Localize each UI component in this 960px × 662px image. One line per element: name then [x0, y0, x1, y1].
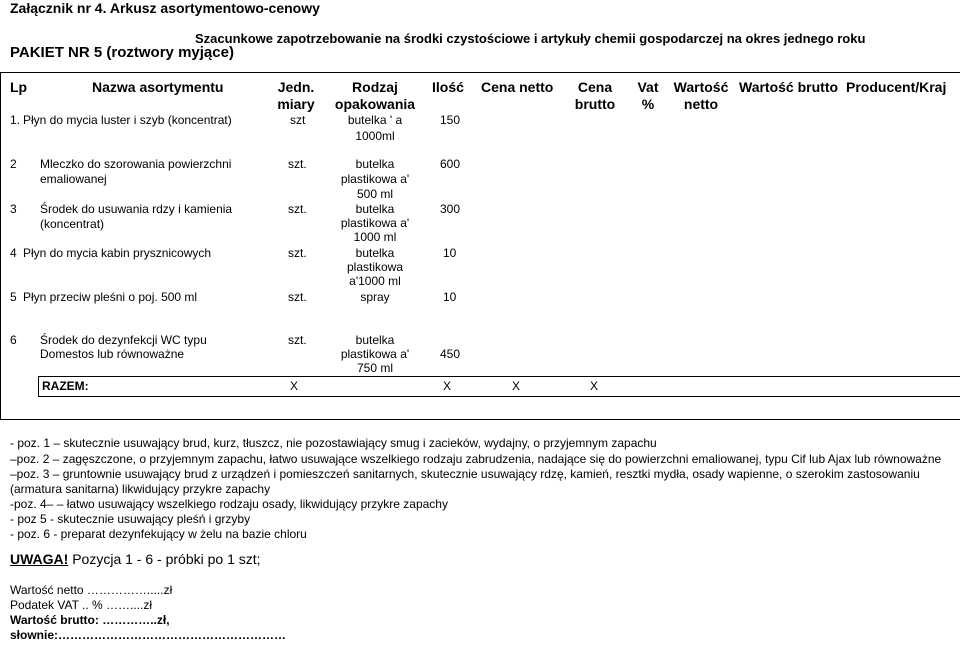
col-net-price: Cena netto — [481, 79, 554, 95]
row-2-lp: 2 — [10, 157, 17, 171]
row-2-unit: szt. — [288, 157, 307, 171]
table-left-border — [0, 72, 1, 420]
warning-label: UWAGA! — [10, 551, 69, 567]
row-5-lp: 5 — [10, 290, 17, 304]
row-5-pack-1: spray — [360, 290, 390, 304]
col-pack-2: opakowania — [334, 96, 416, 112]
warning-line — [10, 551, 261, 567]
note-pos-5: - poz 5 - skutecznie usuwający pleśń i grzyby — [10, 512, 251, 526]
col-lp: Lp — [10, 79, 28, 95]
row-4-pack-1: butelka — [355, 246, 395, 260]
col-pack-1: Rodzaj — [352, 79, 398, 95]
row-3-lp: 3 — [10, 202, 17, 216]
total-row-left-border — [38, 376, 39, 397]
row-5-qty: 10 — [443, 290, 457, 304]
total-row-bottom-border — [38, 396, 960, 397]
row-3-pack-3: 1000 ml — [353, 230, 397, 244]
row-3-unit: szt. — [288, 202, 307, 216]
row-1-pack-2: 1000ml — [355, 129, 395, 143]
row-5-unit: szt. — [288, 290, 307, 304]
note-pos-1: - poz. 1 – skutecznie usuwający brud, kurz, tłuszcz, nie pozostawiający smug i zacieków, wydajny, o przyjemnym zapachu — [10, 436, 657, 450]
col-unit-1: Jedn. — [277, 79, 315, 95]
attachment-title: Załącznik nr 4. Arkusz asortymentowo-cenowy — [10, 0, 320, 16]
col-net-value-2: netto — [683, 96, 719, 112]
row-4-name: Płyn do mycia kabin prysznicowych — [23, 246, 212, 260]
col-producer: Producent/Kraj — [846, 79, 947, 95]
total-row-top-border — [38, 376, 960, 377]
total-label: RAZEM: — [42, 379, 89, 393]
col-vat-1: Vat — [637, 79, 659, 95]
row-6-pack-3: 750 ml — [356, 361, 394, 375]
table-bottom-border — [0, 419, 960, 420]
row-2-name-1: Mleczko do szorowania powierzchni — [40, 157, 232, 171]
row-6-pack-1: butelka — [355, 333, 395, 347]
row-6-lp: 6 — [10, 333, 17, 347]
row-3-name-2: (koncentrat) — [40, 217, 105, 231]
row-1-qty: 150 — [440, 113, 461, 127]
row-2-pack-3: 500 ml — [356, 187, 394, 201]
note-pos-3-cont: (armatura sanitarna) likwidujący przykre zapachy — [10, 482, 271, 496]
document-subtitle: Szacunkowe zapotrzebowanie na środki czystościowe i artykuły chemii gospodarczej na okres jednego roku — [195, 31, 866, 46]
row-1-pack-1: butelka ' a — [347, 113, 403, 127]
col-vat-2: % — [641, 96, 655, 112]
summary-gross: Wartość brutto: …………..zł, — [10, 613, 170, 627]
note-pos-6: - poz. 6 - preparat dezynfekujący w żelu na bazie chloru — [10, 527, 307, 541]
col-gross-value: Wartość brutto — [739, 79, 839, 95]
row-4-pack-2: plastikowa — [346, 260, 404, 274]
summary-words: słownie:………………………………………………… — [10, 628, 287, 642]
row-4-qty: 10 — [443, 246, 457, 260]
row-6-name-1: Środek do dezynfekcji WC typu — [40, 333, 207, 347]
row-4-lp: 4 — [10, 246, 17, 260]
col-qty: Ilość — [432, 79, 464, 95]
row-2-qty: 600 — [440, 157, 461, 171]
col-net-value-1: Wartość — [673, 79, 729, 95]
note-pos-3: –poz. 3 – gruntownie usuwający brud z urządzeń i pomieszczeń sanitarnych, skutecznie usuwający rdzę, kamień, resztki mydła, osady wapienne, o szerokim zastosowaniu — [10, 467, 920, 481]
row-1-unit: szt — [290, 113, 306, 127]
row-4-pack-3: a'1000 ml — [349, 274, 401, 288]
row-6-qty: 450 — [440, 347, 461, 361]
row-2-pack-2: plastikowa a' — [340, 172, 410, 186]
row-6-pack-2: plastikowa a' — [340, 347, 410, 361]
warning-text: Pozycja 1 - 6 - próbki po 1 szt; — [68, 551, 261, 567]
row-3-qty: 300 — [440, 202, 461, 216]
col-name: Nazwa asortymentu — [92, 79, 224, 95]
table-top-border — [0, 72, 960, 73]
row-1-name: Płyn do mycia luster i szyb (koncentrat) — [23, 113, 232, 127]
row-3-pack-2: plastikowa a' — [340, 216, 410, 230]
summary-vat: Podatek VAT .. % ……....zł — [10, 598, 153, 612]
row-2-pack-1: butelka — [355, 157, 395, 171]
row-3-pack-1: butelka — [355, 202, 395, 216]
row-6-unit: szt. — [288, 333, 307, 347]
row-6-name-2: Domestos lub równoważne — [40, 347, 185, 361]
total-gross-x: X — [590, 379, 599, 393]
total-qty-x: X — [443, 379, 452, 393]
total-net-price-x: X — [512, 379, 521, 393]
row-1-lp: 1. — [10, 113, 21, 127]
col-unit-2: miary — [277, 96, 315, 112]
row-3-name-1: Środek do usuwania rdzy i kamienia — [40, 202, 233, 216]
col-gross-2: brutto — [574, 96, 616, 112]
package-title: PAKIET NR 5 (roztwory myjące) — [10, 44, 234, 61]
row-5-name: Płyn przeciw pleśni o poj. 500 ml — [23, 290, 198, 304]
col-gross-1: Cena — [577, 79, 613, 95]
row-2-name-2: emaliowanej — [40, 172, 107, 186]
note-pos-2: –poz. 2 – zagęszczone, o przyjemnym zapachu, łatwo usuwające wszelkiego rodzaju zabrudzenia, nadające się do powierzchni emaliowanej, typu Cif lub Ajax lub równoważne — [10, 452, 942, 466]
row-4-unit: szt. — [288, 246, 307, 260]
total-unit-x: X — [290, 379, 299, 393]
note-pos-4: -poz. 4– – łatwo usuwający wszelkiego rodzaju osady, likwidujący przykre zapachy — [10, 497, 448, 511]
summary-net: Wartość netto …………….....zł — [10, 583, 173, 597]
